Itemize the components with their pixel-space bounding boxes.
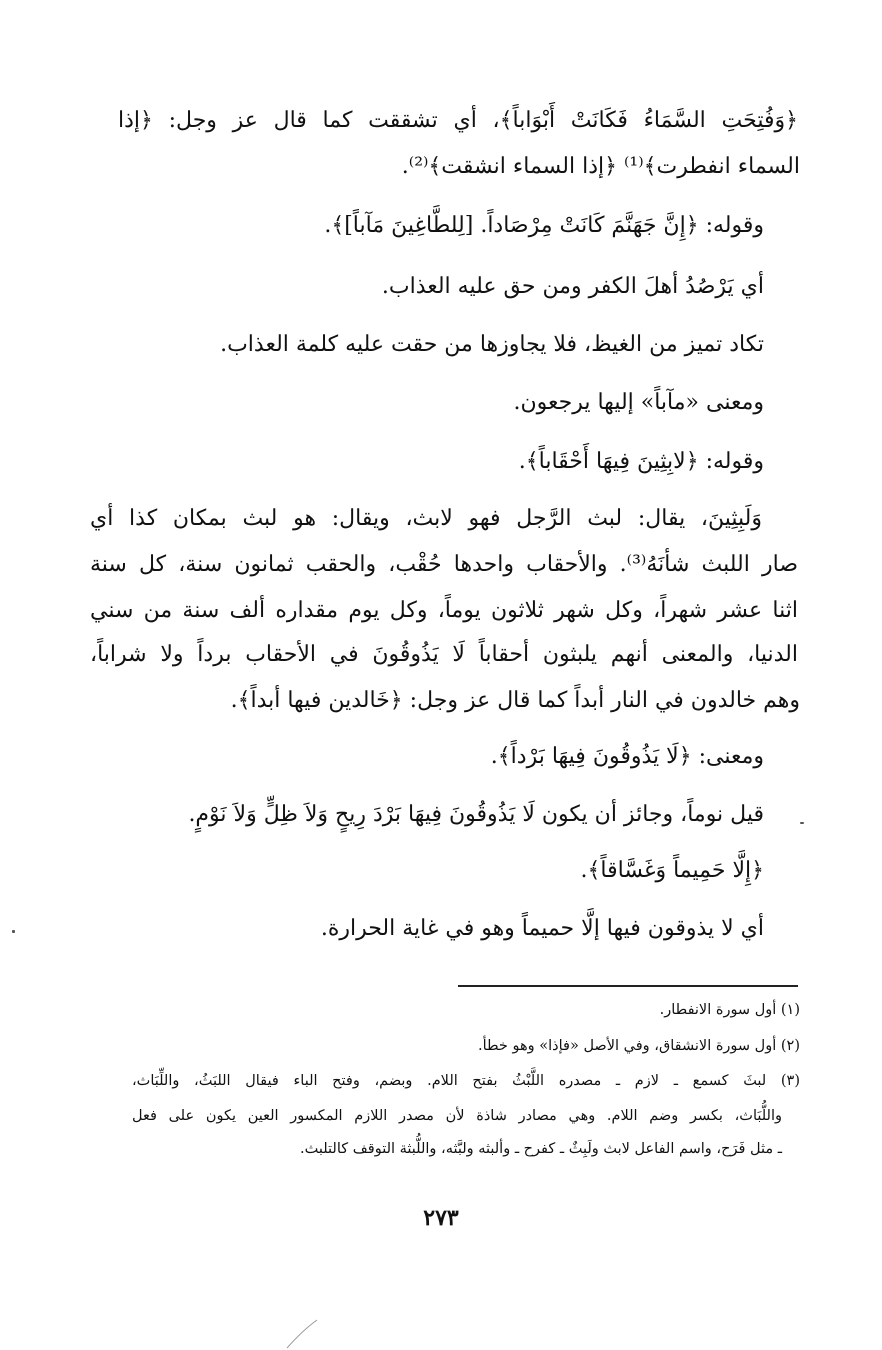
footnote-1: (١) أول سورة الانفطار.	[659, 1002, 800, 1018]
footnote-3-line-2: واللُّبَاث، بكسر وضم اللام. وهي مصادر شاذة لأن مصدر اللازم المكسور العين يكون على فعل	[132, 1108, 782, 1124]
body-line-8: وَلَبِثِينَ، يقال: لبث الرَّجل فهو لابث، ويقال: هو لبث بمكان كذا أي	[90, 506, 762, 531]
body-line-11: الدنيا، والمعنى أنهم يلبثون أحقاباً لَا يَذُوقُونَ في الأحقاب برداً ولا شراباً،	[90, 642, 798, 667]
body-line-1: ﴿وَفُتِحَتِ السَّمَاءُ فَكَانَتْ أَبْوَاباً﴾، أي تشققت كما قال عز وجل: ﴿إذا	[118, 108, 798, 133]
body-line-16: أي لا يذوقون فيها إلَّا حميماً وهو في غاية الحرارة.	[320, 916, 764, 941]
body-line-2: السماء انفطرت﴾⁽¹⁾ ﴿إذا السماء انشقت﴾⁽²⁾.	[401, 154, 800, 179]
body-line-12: وهم خالدون في النار أبداً كما قال عز وجل: ﴿خَالدين فيها أبداً﴾.	[230, 688, 800, 713]
body-line-3: وقوله: ﴿إِنَّ جَهَنَّمَ كَانَتْ مِرْصَاداً. [لِلطَّاغِينَ مَآباً]﴾.	[324, 213, 764, 238]
scan-speck	[800, 822, 804, 824]
page-number: ٢٧٣	[423, 1205, 459, 1231]
body-line-13: ومعنى: ﴿لَا يَذُوقُونَ فِيهَا بَرْداً﴾.	[490, 744, 764, 769]
body-line-7: وقوله: ﴿لابِثِينَ فِيهَا أَحْقَاباً﴾.	[518, 449, 764, 474]
body-line-15: ﴿إِلَّا حَمِيماً وَغَسَّاقاً﴾.	[580, 858, 764, 883]
body-line-6: ومعنى «مآباً» إليها يرجعون.	[513, 390, 764, 415]
scan-speck	[12, 930, 15, 933]
body-line-5: تكاد تميز من الغيظ، فلا يجاوزها من حقت عليه كلمة العذاب.	[220, 332, 764, 357]
body-line-10: اثنا عشر شهراً، وكل شهر ثلاثون يوماً، وكل يوم مقداره ألف سنة من سني	[90, 598, 798, 623]
body-line-4: أي يَرْصُدُ أهلَ الكفر ومن حق عليه العذاب.	[381, 274, 764, 299]
body-line-9: صار اللبث شأنَهُ⁽³⁾. والأحقاب واحدها حُقْب، والحقب ثمانون سنة، كل سنة	[90, 552, 799, 577]
body-line-14: قيل نوماً، وجائز أن يكون لَا يَذُوقُونَ فِيهَا بَرْدَ رِيحٍ وَلاَ ظِلٍّ وَلاَ نَوْمٍ.	[188, 802, 764, 827]
scan-mark	[285, 1318, 325, 1350]
footnote-2: (٢) أول سورة الانشقاق، وفي الأصل «فإذا» وهو خطأ.	[478, 1038, 800, 1054]
footnote-separator	[458, 985, 798, 987]
footnote-3-line-1: (٣) لبثَ كسمع ـ لازم ـ مصدره اللَّبْثُ بفتح اللام. وبضم، وفتح الباء فيقال اللبَثُ، واللِّبَاث،	[132, 1073, 800, 1089]
footnote-3-line-3: ـ مثل فَرَح، واسم الفاعل لابث ولَبِثٌ ـ كفرح ـ وألبثه ولبَّثه، واللُّبثة التوقف كالتلبث.	[300, 1141, 782, 1157]
